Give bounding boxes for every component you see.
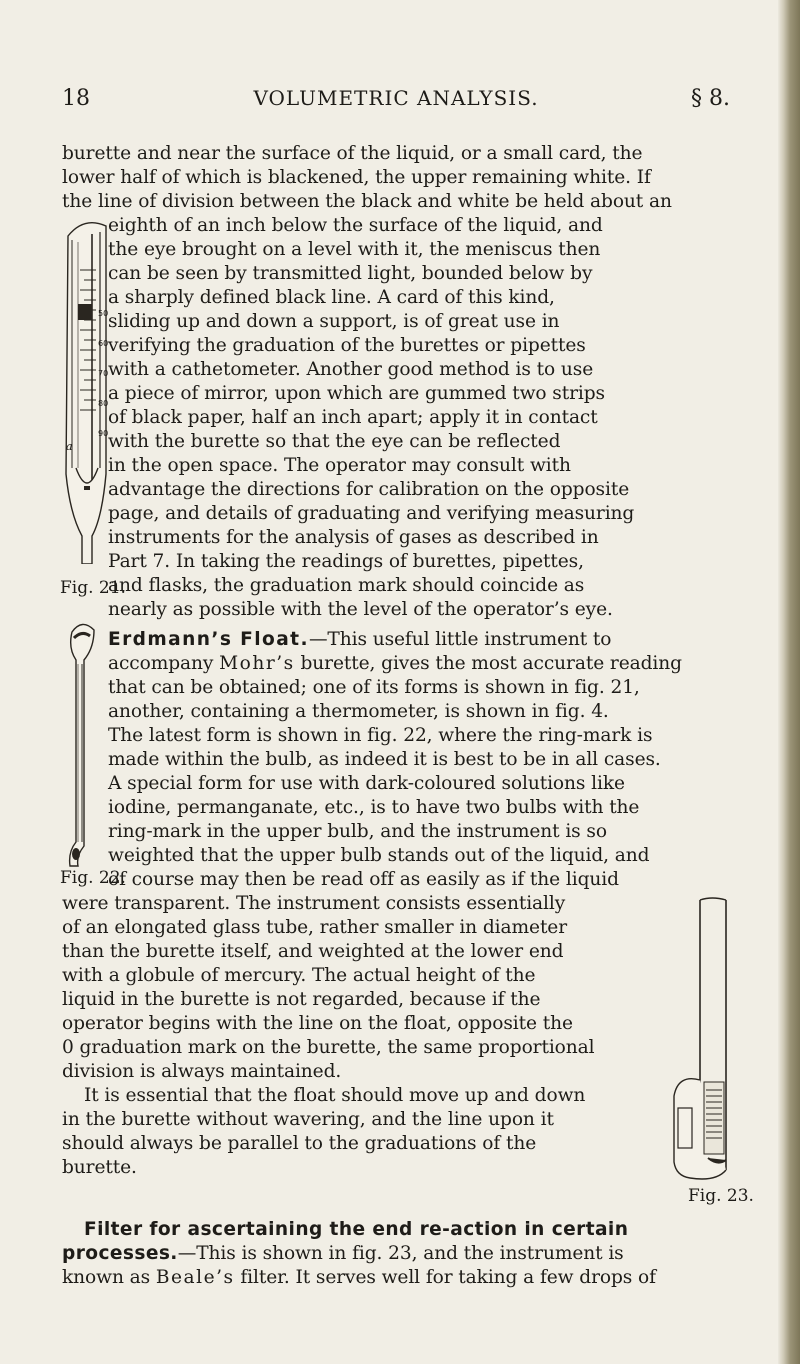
text-line: can be seen by transmitted light, bounded below by [108, 263, 593, 284]
figure-21-burette-float [62, 218, 108, 564]
running-header [62, 86, 730, 120]
page-edge [778, 0, 800, 1364]
text-line [108, 652, 682, 676]
graduation-label: 70 [98, 369, 108, 378]
text-line [108, 628, 611, 652]
text-line: liquid in the burette is not regarded, because if the [62, 989, 541, 1010]
text-line [62, 1242, 624, 1266]
text-line: division is always maintained. [62, 1061, 342, 1082]
text-line: 0 graduation mark on the burette, the same proportional [62, 1037, 595, 1058]
figure-22-float [64, 620, 98, 870]
text-run: filter. It serves well for taking a few drops of [234, 1267, 656, 1288]
text-line: ring-mark in the upper bulb, and the instrument is so [108, 821, 607, 842]
text-line: iodine, permanganate, etc., is to have two bulbs with the [108, 797, 640, 818]
section-heading: Erdmann’s Float. [108, 629, 309, 650]
author-name: Mohr’s [219, 653, 295, 674]
graduation-label: 60 [98, 339, 108, 348]
text-line: were transparent. The instrument consists essentially [62, 893, 566, 914]
text-line: should always be parallel to the graduations of the [62, 1133, 537, 1154]
graduation-label: 90 [98, 429, 108, 438]
section-heading: processes. [62, 1243, 178, 1264]
text-line: burette. [62, 1157, 137, 1178]
figure-21-caption: Fig. 21. [60, 578, 126, 598]
text-run: —This is shown in fig. 23, and the instrument is [177, 1243, 624, 1264]
text-line: a sharply defined black line. A card of this kind, [108, 287, 555, 308]
page-number: 18 [62, 86, 90, 111]
text-line: operator begins with the line on the float, opposite the [62, 1013, 573, 1034]
float-ring-mark [78, 304, 92, 320]
text-line: the line of division between the black and white be held about an [62, 191, 672, 212]
text-run: accompany [108, 653, 220, 674]
text-line: advantage the directions for calibration on the opposite [108, 479, 630, 500]
text-line: burette and near the surface of the liquid, or a small card, the [62, 143, 643, 164]
figure-23-filter [668, 896, 732, 1182]
text-line: Part 7. In taking the readings of burettes, pipettes, [108, 551, 584, 572]
text-line: a piece of mirror, upon which are gummed two strips [108, 383, 606, 404]
text-line: instruments for the analysis of gases as described in [108, 527, 599, 548]
text-line: weighted that the upper bulb stands out of the liquid, and [108, 845, 650, 866]
text-line: with the burette so that the eye can be reflected [108, 431, 561, 452]
text-line: verifying the graduation of the burettes or pipettes [108, 335, 586, 356]
section-number: § 8. [691, 86, 730, 111]
text-run: —This useful little instrument to [308, 629, 612, 650]
section-heading: Filter for ascertaining the end re-action in certain [84, 1219, 629, 1240]
text-line: in the open space. The operator may consult with [108, 455, 571, 476]
text-line [84, 1218, 628, 1242]
author-name: Beale’s [155, 1267, 235, 1288]
text-line: that can be obtained; one of its forms is shown in fig. 21, [108, 677, 640, 698]
text-line: lower half of which is blackened, the upper remaining white. If [62, 167, 651, 188]
text-line: made within the bulb, as indeed it is best to be in all cases. [108, 749, 661, 770]
text-line: eighth of an inch below the surface of the liquid, and [108, 215, 603, 236]
figure-letter: a [66, 440, 73, 453]
figure-23-caption: Fig. 23. [688, 1186, 754, 1206]
text-line: with a globule of mercury. The actual height of the [62, 965, 536, 986]
running-title: VOLUMETRIC ANALYSIS. [253, 86, 539, 110]
text-line: nearly as possible with the level of the operator’s eye. [108, 599, 613, 620]
text-line: another, containing a thermometer, is shown in fig. 4. [108, 701, 609, 722]
text-line: of course may then be read off as easily as if the liquid [108, 869, 619, 890]
text-line [62, 1266, 656, 1290]
text-run: known as [62, 1267, 156, 1288]
text-line: of an elongated glass tube, rather smaller in diameter [62, 917, 568, 938]
text-line: the eye brought on a level with it, the meniscus then [108, 239, 601, 260]
text-line: with a cathetometer. Another good method is to use [108, 359, 594, 380]
graduation-label: 50 [98, 309, 108, 318]
text-line: of black paper, half an inch apart; apply it in contact [108, 407, 598, 428]
text-line: and flasks, the graduation mark should coincide as [108, 575, 585, 596]
figure-22-caption: Fig. 22. [60, 868, 126, 888]
graduation-label: 80 [98, 399, 108, 408]
text-line: A special form for use with dark-coloured solutions like [108, 773, 625, 794]
text-line: page, and details of graduating and verifying measuring [108, 503, 635, 524]
text-line: than the burette itself, and weighted at the lower end [62, 941, 564, 962]
text-line: sliding up and down a support, is of great use in [108, 311, 560, 332]
text-run: burette, gives the most accurate reading [294, 653, 682, 674]
text-line: It is essential that the float should move up and down [84, 1085, 586, 1106]
text-line: in the burette without wavering, and the line upon it [62, 1109, 554, 1130]
text-line: The latest form is shown in fig. 22, where the ring-mark is [108, 725, 653, 746]
